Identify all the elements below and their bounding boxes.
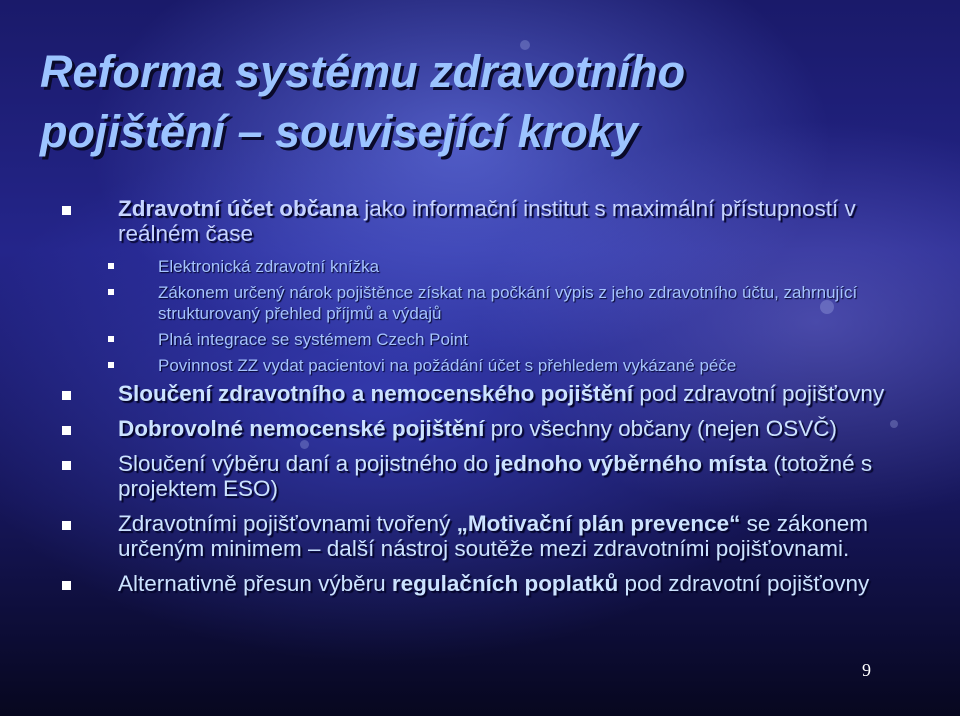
square-bullet-icon bbox=[108, 362, 114, 368]
bullet-item bbox=[0, 416, 900, 441]
title-line-2: pojištění – související kroky bbox=[40, 106, 638, 157]
bullet-text: pod zdravotní pojišťovny bbox=[618, 571, 870, 596]
bullet-item bbox=[0, 511, 900, 561]
bullet-item bbox=[0, 571, 900, 596]
sub-bullet-item bbox=[0, 256, 900, 277]
bullet-list bbox=[0, 196, 900, 606]
bullet-bold-text: jednoho výběrného místa bbox=[494, 451, 768, 476]
bullet-text: Alternativně přesun výběru bbox=[118, 571, 392, 596]
bullet-bold-text: Sloučení zdravotního a nemocenského pojištění bbox=[118, 381, 634, 406]
square-bullet-icon bbox=[108, 336, 114, 342]
bullet-bold-text: Dobrovolné nemocenské pojištění bbox=[118, 416, 485, 441]
title-line-1: Reforma systému zdravotního bbox=[40, 46, 686, 97]
sub-bullet-item bbox=[0, 355, 900, 376]
page-number: 9 bbox=[862, 660, 871, 680]
sub-bullet-text: Povinnost ZZ vydat pacientovi na požádání účet s přehledem vykázané péče bbox=[158, 356, 737, 375]
bullet-text: se zákonem určeným minimem – další nástroj soutěže mezi zdravotními pojišťovnami. bbox=[118, 511, 868, 561]
square-bullet-icon bbox=[62, 391, 71, 400]
square-bullet-icon bbox=[62, 581, 71, 590]
bullet-text: pod zdravotní pojišťovny bbox=[633, 381, 885, 406]
square-bullet-icon bbox=[108, 289, 114, 295]
sub-bullet-text: Zákonem určený nárok pojištěnce získat na počkání výpis z jeho zdravotního účtu, zahrnující strukturovaný přehled příjmů a výdajů bbox=[158, 283, 858, 323]
bullet-bold-text: regulačních poplatků bbox=[391, 571, 619, 596]
bullet-item bbox=[0, 451, 900, 501]
slide-title bbox=[40, 42, 920, 162]
sub-bullet-item bbox=[0, 282, 900, 324]
bullet-text: jako informační institut s maximální přístupností v reálném čase bbox=[118, 196, 856, 246]
square-bullet-icon bbox=[62, 521, 71, 530]
sub-bullet-item bbox=[0, 329, 900, 350]
square-bullet-icon bbox=[62, 206, 71, 215]
sub-bullet-text: Plná integrace se systémem Czech Point bbox=[158, 330, 468, 349]
bullet-text: pro všechny občany (nejen OSVČ) bbox=[484, 416, 838, 441]
bullet-item bbox=[0, 381, 900, 406]
bullet-text: Sloučení výběru daní a pojistného do bbox=[118, 451, 495, 476]
bullet-text: Zdravotními pojišťovnami tvořený bbox=[118, 511, 457, 536]
square-bullet-icon bbox=[108, 263, 114, 269]
square-bullet-icon bbox=[62, 461, 71, 470]
sub-bullet-text: Elektronická zdravotní knížka bbox=[158, 257, 380, 276]
bullet-item bbox=[0, 196, 900, 246]
bullet-bold-text: „Motivační plán prevence“ bbox=[456, 511, 741, 536]
bullet-bold-text: Zdravotní účet občana bbox=[118, 196, 359, 221]
square-bullet-icon bbox=[62, 426, 71, 435]
bullet-text: (totožné s projektem ESO) bbox=[118, 451, 873, 501]
